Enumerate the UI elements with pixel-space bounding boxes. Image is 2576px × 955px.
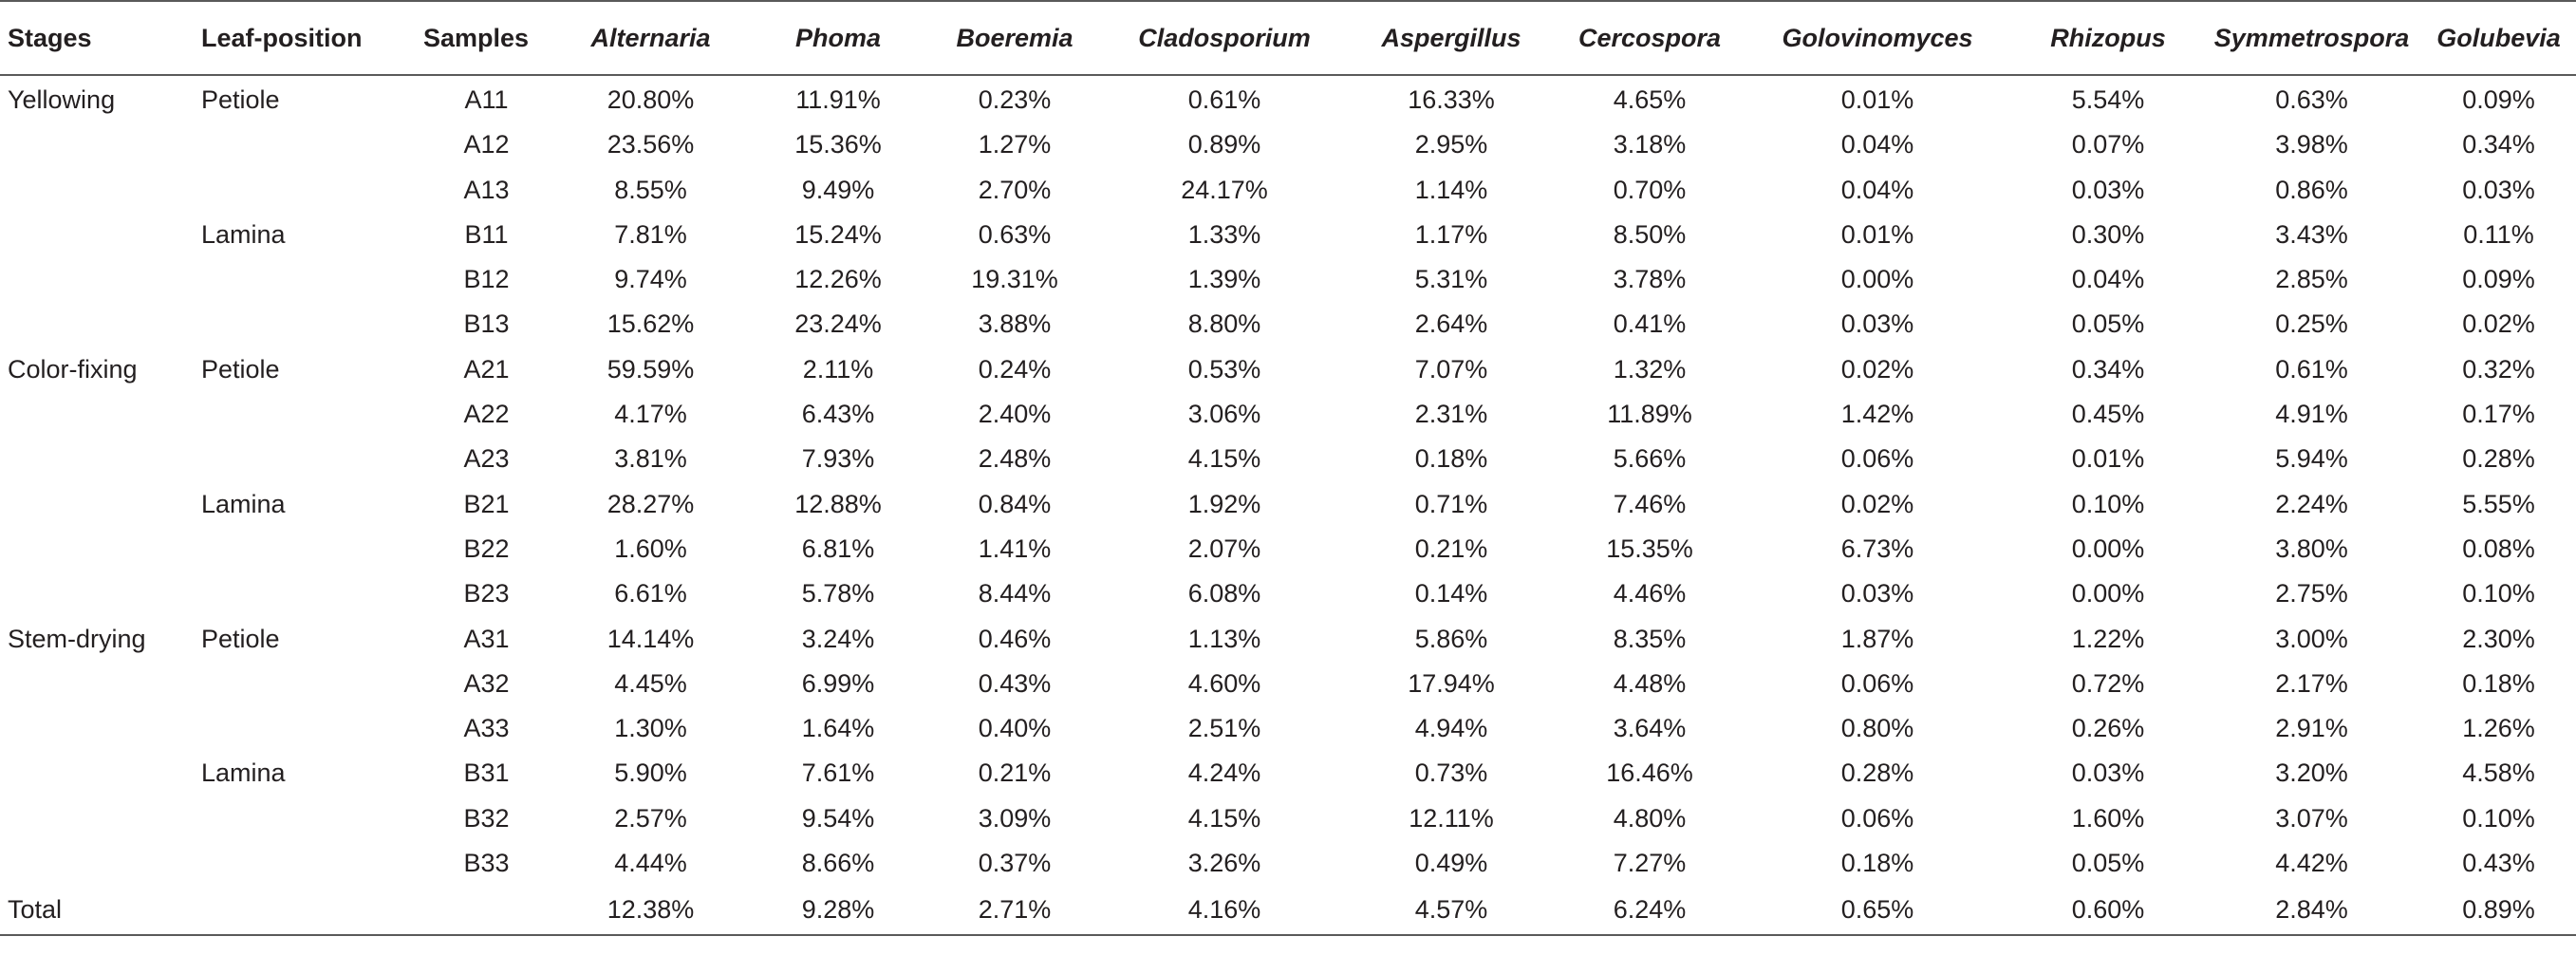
value-cell: 1.14% bbox=[1414, 175, 1488, 204]
value-cell: 0.53% bbox=[1187, 354, 1261, 384]
value-cell: 7.07% bbox=[1414, 354, 1488, 384]
value-cell: 11.89% bbox=[1607, 400, 1692, 429]
value-cell: 5.55% bbox=[2462, 489, 2535, 518]
sample-cell: A13 bbox=[463, 175, 510, 204]
value-cell: 0.02% bbox=[2462, 309, 2535, 339]
value-cell: 4.42% bbox=[2275, 849, 2348, 878]
value-cell: 2.71% bbox=[924, 886, 1105, 935]
table-row bbox=[0, 257, 2576, 302]
value-cell: 8.66% bbox=[801, 849, 875, 878]
stage-cell bbox=[0, 437, 201, 481]
value-cell: 6.81% bbox=[801, 534, 875, 563]
value-cell: 7.46% bbox=[1613, 489, 1687, 518]
stage-cell bbox=[0, 482, 201, 527]
sample-cell: B33 bbox=[463, 849, 510, 878]
sample-cell: B11 bbox=[464, 219, 509, 249]
leaf-position-cell bbox=[201, 437, 423, 481]
sample-cell: A32 bbox=[463, 668, 510, 698]
value-cell: 0.46% bbox=[978, 624, 1052, 653]
value-cell: 5.94% bbox=[2275, 444, 2348, 474]
value-cell: 7.27% bbox=[1613, 849, 1687, 878]
value-cell: 0.18% bbox=[1414, 444, 1488, 474]
value-cell: 0.10% bbox=[2462, 803, 2535, 833]
value-cell: 0.28% bbox=[1840, 758, 1914, 788]
value-cell: 1.30% bbox=[614, 714, 687, 743]
sample-cell: A23 bbox=[463, 444, 510, 474]
value-cell: 2.24% bbox=[2275, 489, 2348, 518]
leaf-position-cell bbox=[201, 796, 423, 841]
value-cell: 2.57% bbox=[614, 803, 687, 833]
value-cell: 0.24% bbox=[978, 354, 1052, 384]
value-cell: 5.86% bbox=[1414, 624, 1488, 653]
stage-cell bbox=[0, 751, 201, 796]
value-cell: 0.06% bbox=[1840, 668, 1914, 698]
stage-cell bbox=[0, 706, 201, 751]
value-cell: 17.94% bbox=[1408, 668, 1495, 698]
value-cell: 6.43% bbox=[801, 400, 875, 429]
value-cell: 0.01% bbox=[1840, 219, 1914, 249]
value-cell: 3.64% bbox=[1613, 714, 1687, 743]
value-cell: 12.11% bbox=[1409, 803, 1494, 833]
table-row bbox=[0, 302, 2576, 346]
value-cell: 15.36% bbox=[794, 130, 882, 159]
stage-cell bbox=[0, 122, 201, 167]
stage-cell bbox=[0, 392, 201, 437]
header-genus: Golubevia bbox=[2421, 1, 2576, 75]
value-cell: 1.27% bbox=[978, 130, 1052, 159]
value-cell: 5.78% bbox=[801, 579, 875, 609]
value-cell: 0.86% bbox=[2275, 175, 2348, 204]
value-cell: 4.24% bbox=[1187, 758, 1261, 788]
value-cell: 0.14% bbox=[1414, 579, 1488, 609]
value-cell: 4.65% bbox=[1613, 85, 1687, 114]
value-cell: 59.59% bbox=[607, 354, 695, 384]
value-cell: 1.39% bbox=[1187, 265, 1261, 294]
leaf-position-cell: Lamina bbox=[201, 758, 286, 788]
sample-cell: B31 bbox=[463, 758, 510, 788]
value-cell: 1.64% bbox=[801, 714, 875, 743]
value-cell: 0.00% bbox=[1840, 265, 1914, 294]
value-cell: 4.91% bbox=[2275, 400, 2348, 429]
value-cell: 0.73% bbox=[1414, 758, 1488, 788]
stage-cell bbox=[0, 168, 201, 213]
value-cell: 0.84% bbox=[978, 489, 1052, 518]
sample-cell: B23 bbox=[463, 579, 510, 609]
value-cell: 0.72% bbox=[2071, 668, 2145, 698]
value-cell: 2.51% bbox=[1187, 714, 1261, 743]
value-cell: 0.21% bbox=[1414, 534, 1488, 563]
value-cell: 3.78% bbox=[1613, 265, 1687, 294]
value-cell: 0.63% bbox=[2275, 85, 2348, 114]
value-cell: 1.32% bbox=[1613, 354, 1687, 384]
value-cell: 2.48% bbox=[978, 444, 1052, 474]
value-cell: 5.66% bbox=[1613, 444, 1687, 474]
leaf-position-cell bbox=[201, 302, 423, 346]
leaf-position-cell: Petiole bbox=[201, 354, 280, 384]
value-cell: 28.27% bbox=[607, 489, 695, 518]
value-cell: 8.50% bbox=[1613, 219, 1687, 249]
value-cell: 3.24% bbox=[801, 624, 875, 653]
value-cell: 0.65% bbox=[1741, 886, 2014, 935]
value-cell: 23.56% bbox=[607, 130, 695, 159]
sample-cell: A22 bbox=[463, 400, 510, 429]
stage-cell: Stem-drying bbox=[8, 624, 146, 653]
value-cell: 0.04% bbox=[1840, 130, 1914, 159]
value-cell: 0.60% bbox=[2014, 886, 2202, 935]
value-cell: 3.98% bbox=[2275, 130, 2348, 159]
header-samples: Samples bbox=[423, 1, 550, 75]
value-cell: 1.42% bbox=[1840, 400, 1914, 429]
value-cell: 7.81% bbox=[614, 219, 687, 249]
value-cell: 0.09% bbox=[2462, 265, 2535, 294]
value-cell: 4.48% bbox=[1613, 668, 1687, 698]
value-cell: 0.01% bbox=[2071, 444, 2145, 474]
sample-cell: A33 bbox=[463, 714, 510, 743]
value-cell: 8.44% bbox=[978, 579, 1052, 609]
value-cell: 0.32% bbox=[2462, 354, 2535, 384]
value-cell: 16.46% bbox=[1606, 758, 1693, 788]
sample-cell: B32 bbox=[463, 803, 510, 833]
value-cell: 0.18% bbox=[1840, 849, 1914, 878]
table-row bbox=[0, 706, 2576, 751]
value-cell: 6.24% bbox=[1559, 886, 1741, 935]
value-cell: 2.64% bbox=[1414, 309, 1488, 339]
value-cell: 0.02% bbox=[1840, 354, 1914, 384]
value-cell: 0.71% bbox=[1414, 489, 1488, 518]
value-cell: 5.54% bbox=[2071, 85, 2145, 114]
table-row bbox=[0, 122, 2576, 167]
stage-cell: Total bbox=[0, 886, 201, 935]
table-row bbox=[0, 841, 2576, 886]
value-cell: 9.54% bbox=[801, 803, 875, 833]
header-leaf-position: Leaf-position bbox=[201, 1, 423, 75]
table-row bbox=[0, 662, 2576, 706]
value-cell: 0.03% bbox=[1840, 309, 1914, 339]
value-cell: 12.88% bbox=[794, 489, 882, 518]
value-cell: 3.09% bbox=[978, 803, 1052, 833]
value-cell: 0.04% bbox=[2071, 265, 2145, 294]
value-cell: 0.37% bbox=[978, 849, 1052, 878]
value-cell: 0.26% bbox=[2071, 714, 2145, 743]
table-row bbox=[0, 75, 2576, 122]
value-cell: 4.15% bbox=[1187, 444, 1261, 474]
value-cell: 2.91% bbox=[2275, 714, 2348, 743]
value-cell: 1.60% bbox=[614, 534, 687, 563]
value-cell: 15.24% bbox=[794, 219, 882, 249]
value-cell: 0.10% bbox=[2071, 489, 2145, 518]
value-cell: 0.01% bbox=[1840, 85, 1914, 114]
value-cell: 0.61% bbox=[1187, 85, 1261, 114]
value-cell: 0.17% bbox=[2462, 400, 2535, 429]
value-cell: 24.17% bbox=[1181, 175, 1268, 204]
value-cell: 2.85% bbox=[2275, 265, 2348, 294]
value-cell: 15.35% bbox=[1606, 534, 1693, 563]
value-cell: 0.07% bbox=[2071, 130, 2145, 159]
value-cell: 4.45% bbox=[614, 668, 687, 698]
table-row bbox=[0, 392, 2576, 437]
value-cell: 4.58% bbox=[2462, 758, 2535, 788]
value-cell: 0.40% bbox=[978, 714, 1052, 743]
value-cell: 0.18% bbox=[2462, 668, 2535, 698]
value-cell: 0.06% bbox=[1840, 444, 1914, 474]
leaf-position-cell: Petiole bbox=[201, 624, 280, 653]
value-cell: 12.26% bbox=[794, 265, 882, 294]
value-cell: 14.14% bbox=[607, 624, 695, 653]
value-cell: 2.30% bbox=[2462, 624, 2535, 653]
sample-cell: B22 bbox=[463, 534, 510, 563]
value-cell: 2.70% bbox=[978, 175, 1052, 204]
table-header-row bbox=[0, 1, 2576, 75]
value-cell: 1.13% bbox=[1187, 624, 1261, 653]
value-cell: 2.17% bbox=[2275, 668, 2348, 698]
value-cell: 0.10% bbox=[2462, 579, 2535, 609]
value-cell: 0.49% bbox=[1414, 849, 1488, 878]
sample-cell: B12 bbox=[463, 265, 510, 294]
value-cell: 3.07% bbox=[2275, 803, 2348, 833]
stage-cell bbox=[0, 841, 201, 886]
value-cell: 4.17% bbox=[614, 400, 687, 429]
value-cell: 0.34% bbox=[2071, 354, 2145, 384]
value-cell: 2.07% bbox=[1187, 534, 1261, 563]
leaf-position-cell bbox=[201, 122, 423, 167]
table-body bbox=[0, 75, 2576, 935]
value-cell: 3.06% bbox=[1187, 400, 1261, 429]
leaf-position-cell: Lamina bbox=[201, 219, 286, 249]
value-cell: 5.90% bbox=[614, 758, 687, 788]
value-cell: 0.80% bbox=[1840, 714, 1914, 743]
value-cell: 0.03% bbox=[2462, 175, 2535, 204]
header-genus: Boeremia bbox=[924, 1, 1105, 75]
stage-cell bbox=[0, 302, 201, 346]
leaf-position-cell bbox=[201, 527, 423, 571]
value-cell: 4.94% bbox=[1414, 714, 1488, 743]
stage-cell bbox=[0, 662, 201, 706]
value-cell: 0.03% bbox=[2071, 758, 2145, 788]
value-cell: 9.28% bbox=[752, 886, 924, 935]
header-genus: Cercospora bbox=[1559, 1, 1741, 75]
value-cell: 3.26% bbox=[1187, 849, 1261, 878]
value-cell: 0.89% bbox=[2421, 886, 2576, 935]
value-cell: 0.09% bbox=[2462, 85, 2535, 114]
value-cell: 7.61% bbox=[801, 758, 875, 788]
value-cell: 2.84% bbox=[2202, 886, 2421, 935]
value-cell: 19.31% bbox=[971, 265, 1058, 294]
value-cell: 15.62% bbox=[607, 309, 695, 339]
stage-cell bbox=[0, 796, 201, 841]
value-cell: 3.43% bbox=[2275, 219, 2348, 249]
stage-cell bbox=[0, 213, 201, 257]
leaf-position-cell bbox=[201, 257, 423, 302]
header-genus: Symmetrospora bbox=[2202, 1, 2421, 75]
table-row bbox=[0, 571, 2576, 616]
value-cell: 9.74% bbox=[614, 265, 687, 294]
leaf-position-cell bbox=[201, 706, 423, 751]
table-row bbox=[0, 886, 2576, 935]
value-cell: 3.20% bbox=[2275, 758, 2348, 788]
table-row bbox=[0, 527, 2576, 571]
value-cell: 3.81% bbox=[614, 444, 687, 474]
value-cell: 0.03% bbox=[1840, 579, 1914, 609]
value-cell: 0.03% bbox=[2071, 175, 2145, 204]
leaf-position-cell bbox=[201, 571, 423, 616]
leaf-position-cell: Lamina bbox=[201, 489, 286, 518]
sample-cell: A11 bbox=[464, 85, 509, 114]
value-cell: 1.26% bbox=[2462, 714, 2535, 743]
leaf-position-cell: Petiole bbox=[201, 85, 280, 114]
header-genus: Aspergillus bbox=[1344, 1, 1559, 75]
stage-cell bbox=[0, 571, 201, 616]
sample-cell: B13 bbox=[463, 309, 510, 339]
value-cell: 2.31% bbox=[1414, 400, 1488, 429]
value-cell: 0.25% bbox=[2275, 309, 2348, 339]
header-stages: Stages bbox=[0, 1, 201, 75]
value-cell: 4.15% bbox=[1187, 803, 1261, 833]
sample-cell: A12 bbox=[463, 130, 510, 159]
value-cell: 0.70% bbox=[1613, 175, 1687, 204]
value-cell: 0.23% bbox=[978, 85, 1052, 114]
header-genus: Rhizopus bbox=[2014, 1, 2202, 75]
value-cell: 4.16% bbox=[1105, 886, 1344, 935]
value-cell: 0.61% bbox=[2275, 354, 2348, 384]
sample-cell: B21 bbox=[463, 489, 510, 518]
table-row bbox=[0, 168, 2576, 213]
value-cell: 4.60% bbox=[1187, 668, 1261, 698]
value-cell: 8.35% bbox=[1613, 624, 1687, 653]
sample-cell: A31 bbox=[463, 624, 510, 653]
leaf-position-cell bbox=[201, 392, 423, 437]
value-cell: 0.34% bbox=[2462, 130, 2535, 159]
value-cell: 7.93% bbox=[801, 444, 875, 474]
value-cell: 0.00% bbox=[2071, 579, 2145, 609]
stage-cell: Yellowing bbox=[8, 85, 116, 114]
value-cell: 1.22% bbox=[2071, 624, 2145, 653]
value-cell: 0.05% bbox=[2071, 309, 2145, 339]
stage-cell bbox=[0, 527, 201, 571]
value-cell: 9.49% bbox=[801, 175, 875, 204]
value-cell: 2.75% bbox=[2275, 579, 2348, 609]
stage-cell: Color-fixing bbox=[8, 354, 138, 384]
leaf-position-cell bbox=[201, 886, 423, 935]
value-cell: 5.31% bbox=[1414, 265, 1488, 294]
value-cell: 12.38% bbox=[550, 886, 752, 935]
header-genus: Phoma bbox=[752, 1, 924, 75]
table-row bbox=[0, 213, 2576, 257]
value-cell: 23.24% bbox=[794, 309, 882, 339]
value-cell: 2.11% bbox=[802, 354, 874, 384]
leaf-position-cell bbox=[201, 841, 423, 886]
value-cell: 0.43% bbox=[978, 668, 1052, 698]
stage-cell bbox=[0, 257, 201, 302]
value-cell: 0.89% bbox=[1187, 130, 1261, 159]
value-cell: 0.41% bbox=[1613, 309, 1687, 339]
value-cell: 0.63% bbox=[978, 219, 1052, 249]
value-cell: 0.04% bbox=[1840, 175, 1914, 204]
leaf-position-cell bbox=[201, 662, 423, 706]
value-cell: 16.33% bbox=[1408, 85, 1495, 114]
value-cell: 3.88% bbox=[978, 309, 1052, 339]
value-cell: 0.45% bbox=[2071, 400, 2145, 429]
value-cell: 6.99% bbox=[801, 668, 875, 698]
value-cell: 0.43% bbox=[2462, 849, 2535, 878]
value-cell: 1.33% bbox=[1187, 219, 1261, 249]
table-row bbox=[0, 347, 2576, 392]
sample-cell bbox=[423, 886, 550, 935]
header-genus: Golovinomyces bbox=[1741, 1, 2014, 75]
leaf-position-cell bbox=[201, 168, 423, 213]
value-cell: 0.06% bbox=[1840, 803, 1914, 833]
value-cell: 0.11% bbox=[2463, 219, 2534, 249]
value-cell: 0.00% bbox=[2071, 534, 2145, 563]
value-cell: 0.28% bbox=[2462, 444, 2535, 474]
value-cell: 6.08% bbox=[1187, 579, 1261, 609]
value-cell: 2.40% bbox=[978, 400, 1052, 429]
value-cell: 3.80% bbox=[2275, 534, 2348, 563]
value-cell: 4.46% bbox=[1613, 579, 1687, 609]
table-row bbox=[0, 437, 2576, 481]
table-row bbox=[0, 617, 2576, 662]
table-row bbox=[0, 751, 2576, 796]
value-cell: 4.44% bbox=[614, 849, 687, 878]
value-cell: 6.61% bbox=[614, 579, 687, 609]
value-cell: 0.30% bbox=[2071, 219, 2145, 249]
value-cell: 1.87% bbox=[1840, 624, 1914, 653]
header-genus: Cladosporium bbox=[1105, 1, 1344, 75]
value-cell: 3.18% bbox=[1613, 130, 1687, 159]
value-cell: 1.41% bbox=[978, 534, 1052, 563]
table-row bbox=[0, 796, 2576, 841]
value-cell: 1.60% bbox=[2071, 803, 2145, 833]
value-cell: 11.91% bbox=[795, 85, 881, 114]
header-genus: Alternaria bbox=[550, 1, 752, 75]
value-cell: 0.08% bbox=[2462, 534, 2535, 563]
value-cell: 6.73% bbox=[1840, 534, 1914, 563]
value-cell: 0.05% bbox=[2071, 849, 2145, 878]
value-cell: 0.21% bbox=[978, 758, 1052, 788]
value-cell: 8.55% bbox=[614, 175, 687, 204]
value-cell: 2.95% bbox=[1414, 130, 1488, 159]
value-cell: 8.80% bbox=[1187, 309, 1261, 339]
value-cell: 0.02% bbox=[1840, 489, 1914, 518]
value-cell: 20.80% bbox=[607, 85, 695, 114]
value-cell: 1.17% bbox=[1414, 219, 1488, 249]
value-cell: 4.57% bbox=[1344, 886, 1559, 935]
sample-cell: A21 bbox=[463, 354, 510, 384]
value-cell: 3.00% bbox=[2275, 624, 2348, 653]
table-row bbox=[0, 482, 2576, 527]
value-cell: 4.80% bbox=[1613, 803, 1687, 833]
value-cell: 1.92% bbox=[1187, 489, 1261, 518]
